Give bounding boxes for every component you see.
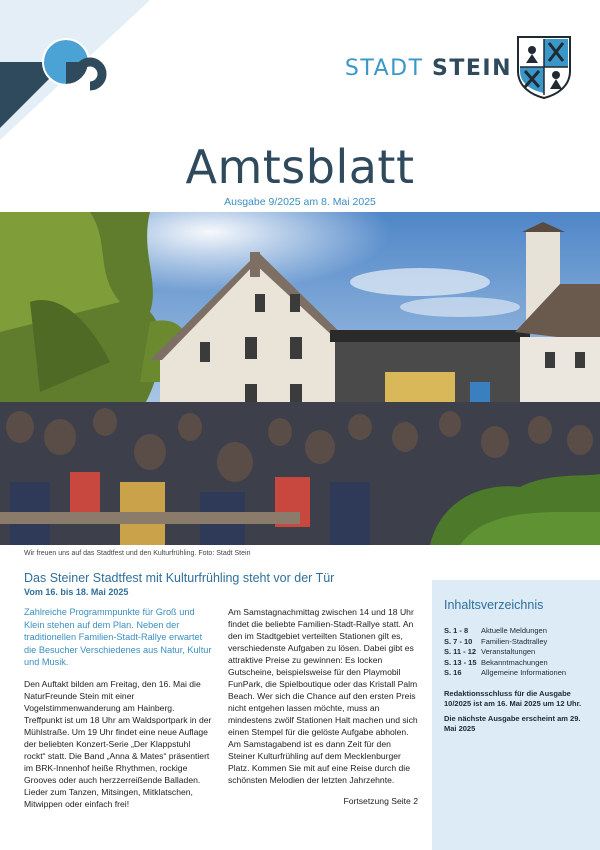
article-dates: Vom 16. bis 18. Mai 2025 xyxy=(24,587,129,597)
toc-item-label: Veranstaltungen xyxy=(481,647,536,656)
article-paragraph-1: Den Auftakt bilden am Freitag, den 16. Mai die NaturFreunde Stein mit einer Vogelstimmenwanderung am Hainberg. Treffpunkt ist um 18 Uhr am Waldsportpark in der Mühlstraße. Um 19 Uhr findet eine neue Auflage der beliebten Konzert-Serie „Der Klappstuhl rockt“ statt. Die Band „Anna & Mates“ präsentiert im BRK-Innenhof heiße Rhythmen, rockige Grooves oder auch herzzerreißende Balladen. Lieder zum Tanzen, Mitsingen, Mitklatschen, Mitwippen oder einfach frei! xyxy=(24,678,212,809)
issue-date: Ausgabe 9/2025 am 8. Mai 2025 xyxy=(224,196,376,208)
next-issue-note: Die nächste Ausgabe erscheint am 29. Mai 2025 xyxy=(444,713,581,733)
toc-item-label: Aktuelle Meldungen xyxy=(481,626,547,635)
toc-item-pages: S. 13 - 15 xyxy=(444,657,477,667)
coat-of-arms-icon xyxy=(516,35,572,99)
toc-item-pages: S. 16 xyxy=(444,668,462,677)
toc-item-label: Bekanntmachungen xyxy=(481,657,548,667)
brand-thin: STADT xyxy=(344,56,424,81)
toc-item[interactable] xyxy=(444,647,588,658)
toc-item-pages: S. 11 - 12 xyxy=(444,647,477,656)
brand-wordmark xyxy=(345,56,512,81)
brand-bold: STEIN xyxy=(432,56,512,81)
festival-photo xyxy=(0,212,600,545)
article-column-2 xyxy=(228,606,418,807)
deadline-note: Redaktionsschluss für die Ausgabe 10/2025 ist am 16. Mai 2025 um 12 Uhr. xyxy=(444,688,582,708)
article-column-1 xyxy=(24,606,214,819)
toc-item[interactable] xyxy=(444,637,588,648)
continued-link[interactable]: Fortsetzung Seite 2 xyxy=(343,796,418,806)
article-paragraph-2: Am Samstagnachmittag zwischen 14 und 18 Uhr findet die beliebte Familien-Stadt-Rallye statt. An den im Stadtgebiet verteilten Stationen gilt es, verschiedenste Aufgaben zu lösen. Dabei gibt es attraktive Preise zu gewinnen: Es locken Gutscheine, beispielsweise für den Playmobil FunPark, die Spielboutique oder das Kristall Palm Beach. Wer sich die Chance auf den ersten Preis nicht entgehen lassen möchte, muss an mindestens zwölf Stationen Halt machen und sich einen Stempel für die gelöste Aufgabe abholen. Am Samstagabend ist es dann Zeit für den Steiner Kulturfrühling auf dem Mecklenburger Platz. Kommen Sie mit auf eine Reise durch die schönsten Melodien der letzten Jahrzehnte. xyxy=(228,607,418,785)
newsletter-title: Amtsblatt xyxy=(185,140,415,194)
toc-item-label: Familien-Stadtralley xyxy=(481,636,548,646)
toc-item-pages: S. 1 - 8 xyxy=(444,626,469,635)
toc-item[interactable] xyxy=(444,658,588,669)
toc-item[interactable] xyxy=(444,668,588,679)
toc-item-label: Allgemeine Informationen xyxy=(481,668,567,677)
corner-logo-graphic xyxy=(0,0,150,140)
toc-item[interactable] xyxy=(444,626,588,637)
photo-caption: Wir freuen uns auf das Stadtfest und den Kulturfrühling. Foto: Stadt Stein xyxy=(24,550,251,557)
table-of-contents xyxy=(432,580,600,850)
toc-title: Inhaltsverzeichnis xyxy=(444,598,544,612)
article-headline: Das Steiner Stadtfest mit Kulturfrühling steht vor der Tür xyxy=(24,571,335,585)
article-lead: Zahlreiche Programmpunkte für Groß und Klein stehen auf dem Plan. Neben der traditionellen Familien-Stadt-Rallye erwartet die Besucher Verschiedenes aus Natur, Kultur und Musik. xyxy=(24,607,212,667)
toc-item-pages: S. 7 - 10 xyxy=(444,636,473,646)
